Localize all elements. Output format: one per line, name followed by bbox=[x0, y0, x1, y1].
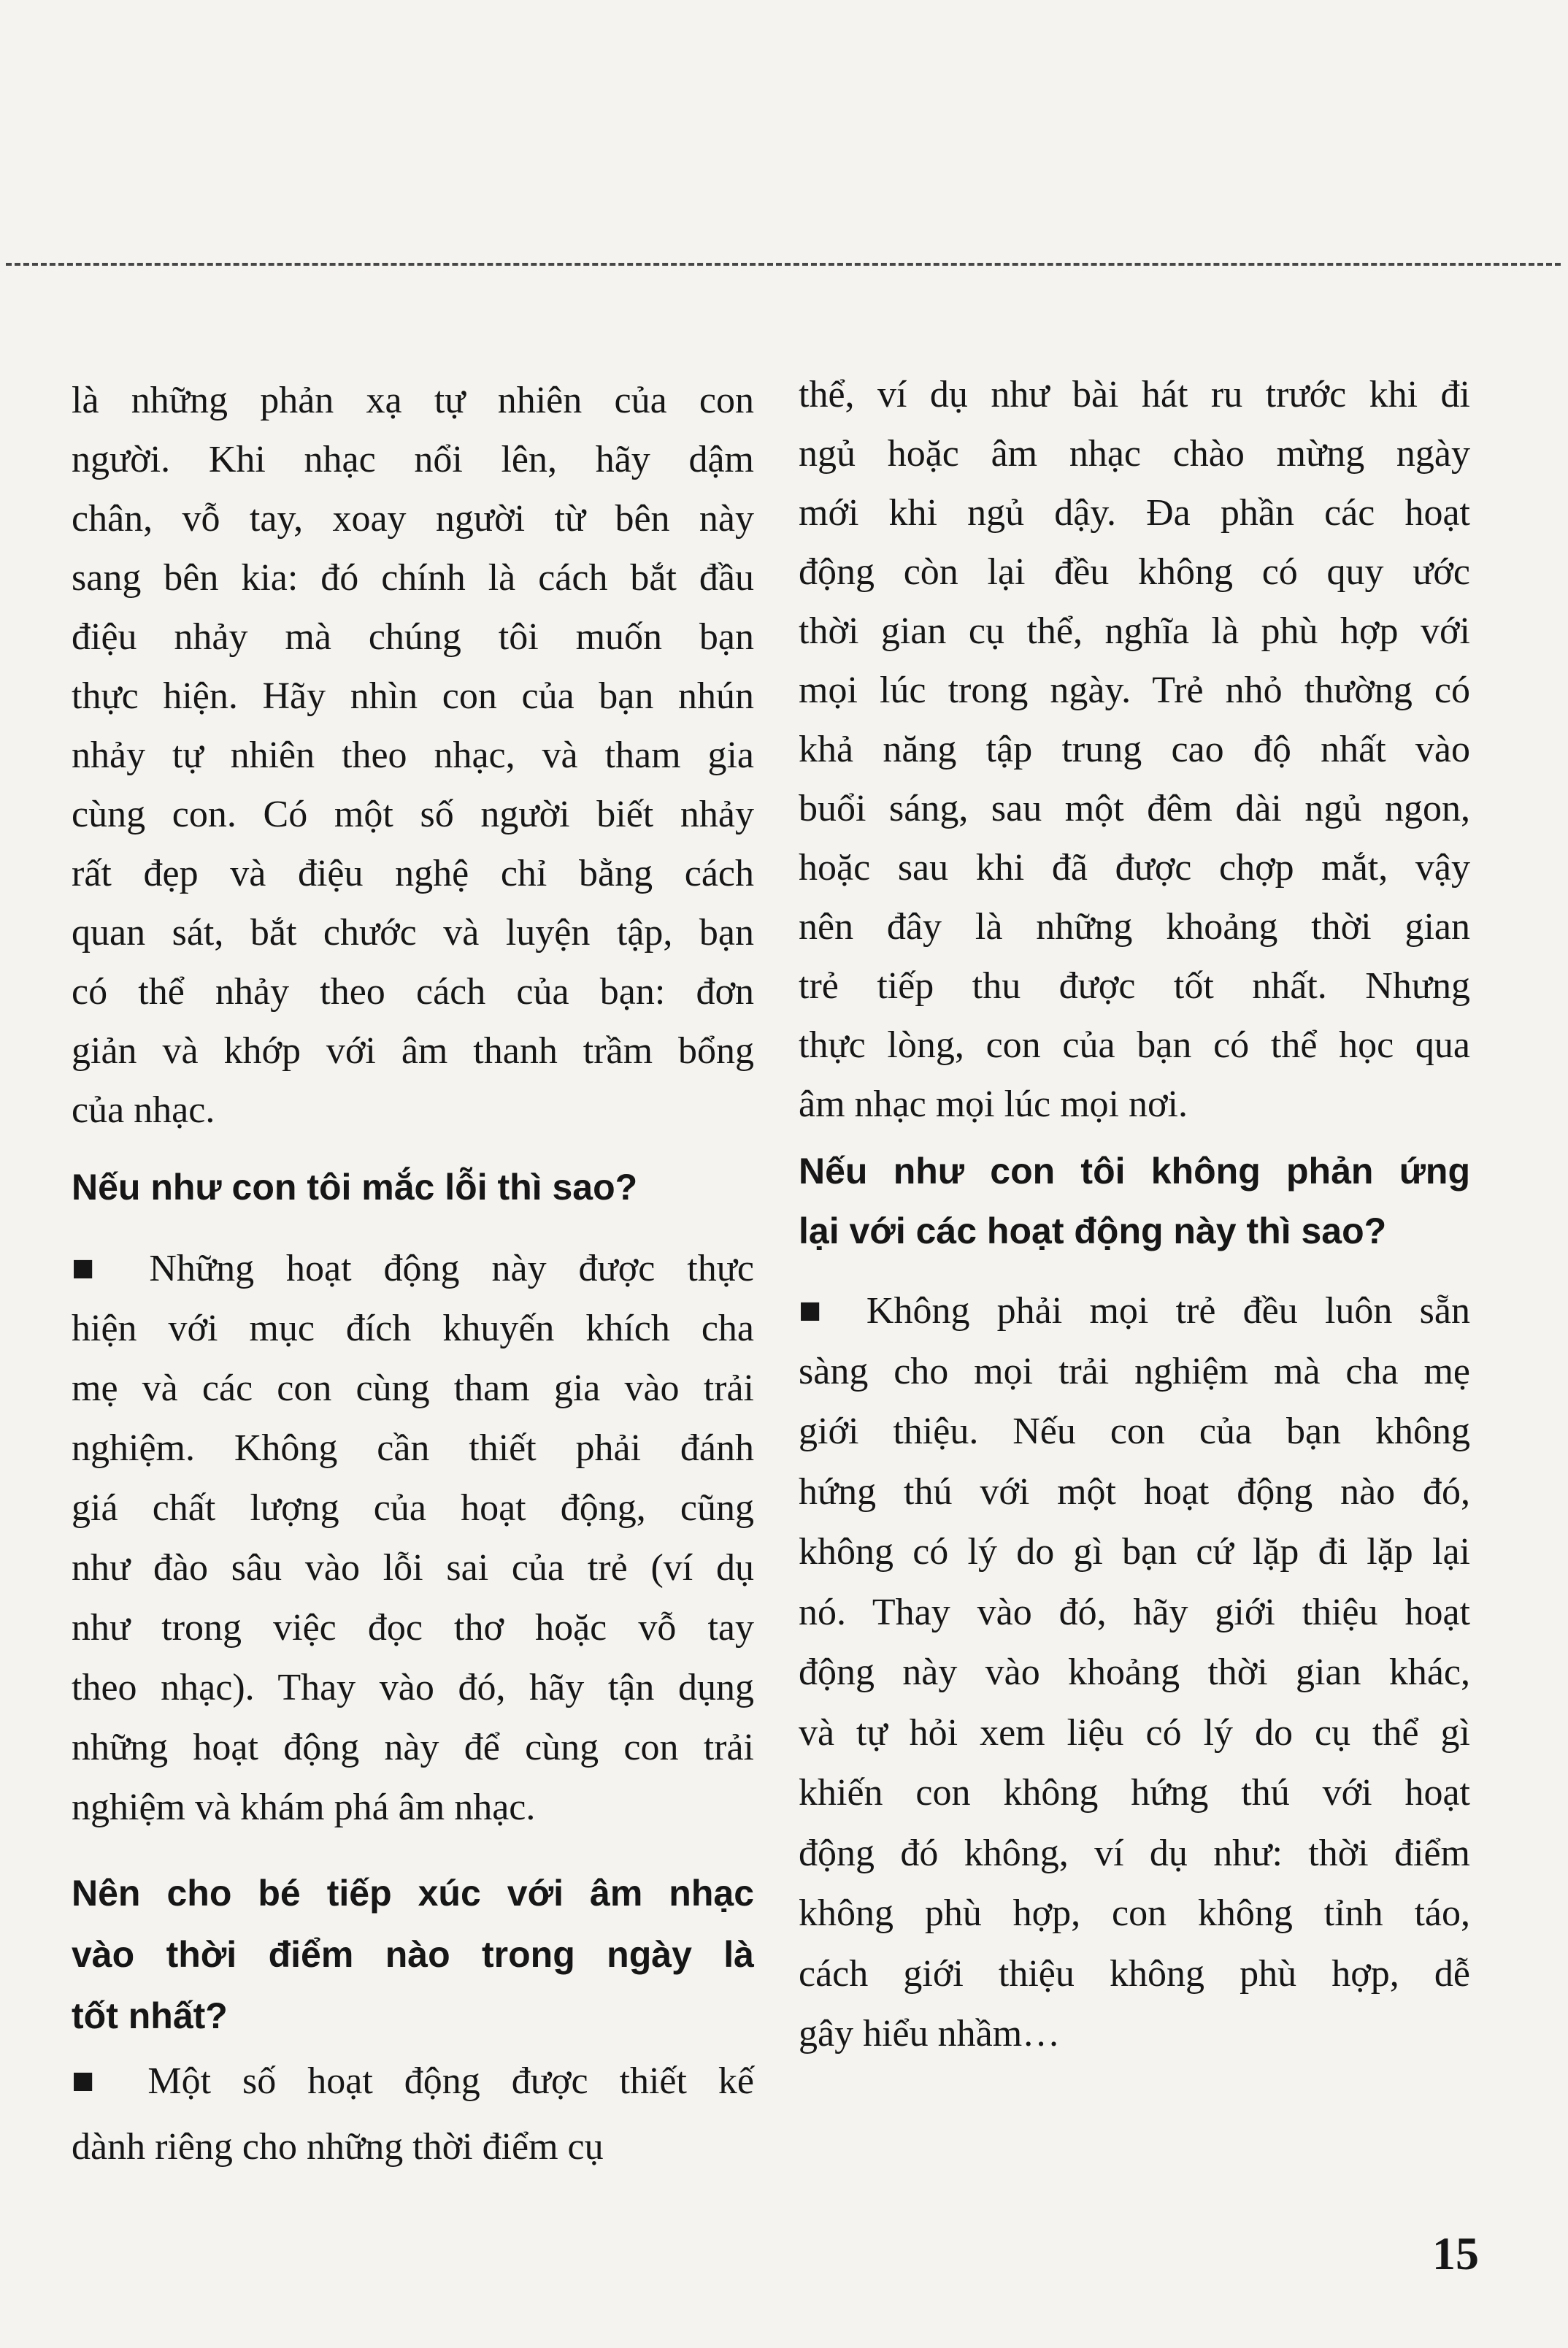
paragraph bbox=[72, 371, 754, 1140]
text-line: giản và khớp với âm thanh trầm bổng bbox=[72, 1030, 754, 1072]
text-line: khả năng tập trung cao độ nhất vào bbox=[799, 729, 1470, 770]
text-line: Nếu như con tôi mắc lỗi thì sao? bbox=[72, 1167, 638, 1208]
text-line: của nhạc. bbox=[72, 1089, 215, 1131]
section-heading bbox=[799, 1141, 1470, 1261]
text-line: mẹ và các con cùng tham gia vào trải bbox=[72, 1367, 754, 1409]
text-line: mới khi ngủ dậy. Đa phần các hoạt bbox=[799, 492, 1470, 534]
text-line: thể, ví dụ như bài hát ru trước khi đi bbox=[799, 374, 1470, 415]
text-line: thực lòng, con của bạn có thể học qua bbox=[799, 1024, 1470, 1066]
text-line: hoặc sau khi đã được chợp mắt, vậy bbox=[799, 847, 1470, 889]
paragraph bbox=[799, 365, 1470, 1134]
text-line: chân, vỗ tay, xoay người từ bên này bbox=[72, 498, 754, 540]
text-line: động đó không, ví dụ như: thời điểm bbox=[799, 1832, 1470, 1874]
text-line: cách giới thiệu không phù hợp, dễ bbox=[799, 1952, 1470, 1995]
text-line: và tự hỏi xem liệu có lý do cụ thể gì bbox=[799, 1711, 1470, 1754]
text-line: giá chất lượng của hoạt động, cũng bbox=[72, 1487, 754, 1529]
text-line: lại với các hoạt động này thì sao? bbox=[799, 1211, 1387, 1251]
text-line: ■ Không phải mọi trẻ đều luôn sẵn bbox=[799, 1290, 1470, 1332]
text-line: vào thời điểm nào trong ngày là bbox=[72, 1934, 754, 1975]
text-line: nghiệm. Không cần thiết phải đánh bbox=[72, 1427, 754, 1469]
dashed-divider bbox=[6, 263, 1561, 266]
text-line: như trong việc đọc thơ hoặc vỗ tay bbox=[72, 1607, 754, 1649]
section-heading bbox=[72, 1161, 754, 1213]
text-line: cùng con. Có một số người biết nhảy bbox=[72, 794, 754, 835]
text-line: ■ Một số hoạt động được thiết kế bbox=[72, 2060, 754, 2102]
text-line: sàng cho mọi trải nghiệm mà cha mẹ bbox=[799, 1350, 1470, 1392]
text-line: động này vào khoảng thời gian khác, bbox=[799, 1651, 1470, 1693]
text-line: nó. Thay vào đó, hãy giới thiệu hoạt bbox=[799, 1591, 1470, 1633]
text-line: ■ Những hoạt động này được thực bbox=[72, 1248, 754, 1289]
text-line: nên đây là những khoảng thời gian bbox=[799, 906, 1470, 948]
text-line: âm nhạc mọi lúc mọi nơi. bbox=[799, 1083, 1188, 1125]
text-line: những hoạt động này để cùng con trải bbox=[72, 1727, 754, 1768]
text-line: sang bên kia: đó chính là cách bắt đầu bbox=[72, 557, 754, 599]
text-line: buổi sáng, sau một đêm dài ngủ ngon, bbox=[799, 788, 1470, 829]
text-line: Nếu như con tôi không phản ứng bbox=[799, 1151, 1470, 1192]
text-line: Nên cho bé tiếp xúc với âm nhạc bbox=[72, 1873, 754, 1914]
text-line: hiện với mục đích khuyến khích cha bbox=[72, 1308, 754, 1349]
text-line: mọi lúc trong ngày. Trẻ nhỏ thường có bbox=[799, 670, 1470, 711]
page-number: 15 bbox=[1432, 2228, 1479, 2279]
text-line: động còn lại đều không có quy ước bbox=[799, 551, 1470, 593]
text-line: có thể nhảy theo cách của bạn: đơn bbox=[72, 971, 754, 1013]
text-line: là những phản xạ tự nhiên của con bbox=[72, 380, 754, 421]
text-line: không phù hợp, con không tỉnh táo, bbox=[799, 1892, 1470, 1934]
text-line: quan sát, bắt chước và luyện tập, bạn bbox=[72, 912, 754, 954]
text-line: dành riêng cho những thời điểm cụ bbox=[72, 2126, 604, 2168]
text-line: trẻ tiếp thu được tốt nhất. Nhưng bbox=[799, 965, 1470, 1007]
paragraph bbox=[799, 1281, 1470, 2065]
paragraph bbox=[72, 2049, 754, 2180]
text-line: rất đẹp và điệu nghệ chỉ bằng cách bbox=[72, 853, 754, 894]
text-line: điệu nhảy mà chúng tôi muốn bạn bbox=[72, 616, 754, 658]
text-line: thực hiện. Hãy nhìn con của bạn nhún bbox=[72, 675, 754, 717]
text-line: tốt nhất? bbox=[72, 1995, 228, 2036]
text-line: hứng thú với một hoạt động nào đó, bbox=[799, 1470, 1470, 1513]
text-line: giới thiệu. Nếu con của bạn không bbox=[799, 1411, 1470, 1452]
text-line: ngủ hoặc âm nhạc chào mừng ngày bbox=[799, 433, 1470, 475]
text-line: như đào sâu vào lỗi sai của trẻ (ví dụ bbox=[72, 1547, 754, 1589]
text-line: người. Khi nhạc nổi lên, hãy dậm bbox=[72, 439, 754, 480]
text-line: nhảy tự nhiên theo nhạc, và tham gia bbox=[72, 734, 754, 776]
paragraph bbox=[72, 1239, 754, 1838]
section-heading bbox=[72, 1862, 754, 2046]
text-line: theo nhạc). Thay vào đó, hãy tận dụng bbox=[72, 1667, 754, 1708]
text-line: nghiệm và khám phá âm nhạc. bbox=[72, 1787, 536, 1828]
text-line: khiến con không hứng thú với hoạt bbox=[799, 1772, 1470, 1814]
text-line: thời gian cụ thể, nghĩa là phù hợp với bbox=[799, 610, 1470, 652]
text-line: không có lý do gì bạn cứ lặp đi lặp lại bbox=[799, 1531, 1470, 1573]
text-line: gây hiểu nhầm… bbox=[799, 2013, 1061, 2054]
